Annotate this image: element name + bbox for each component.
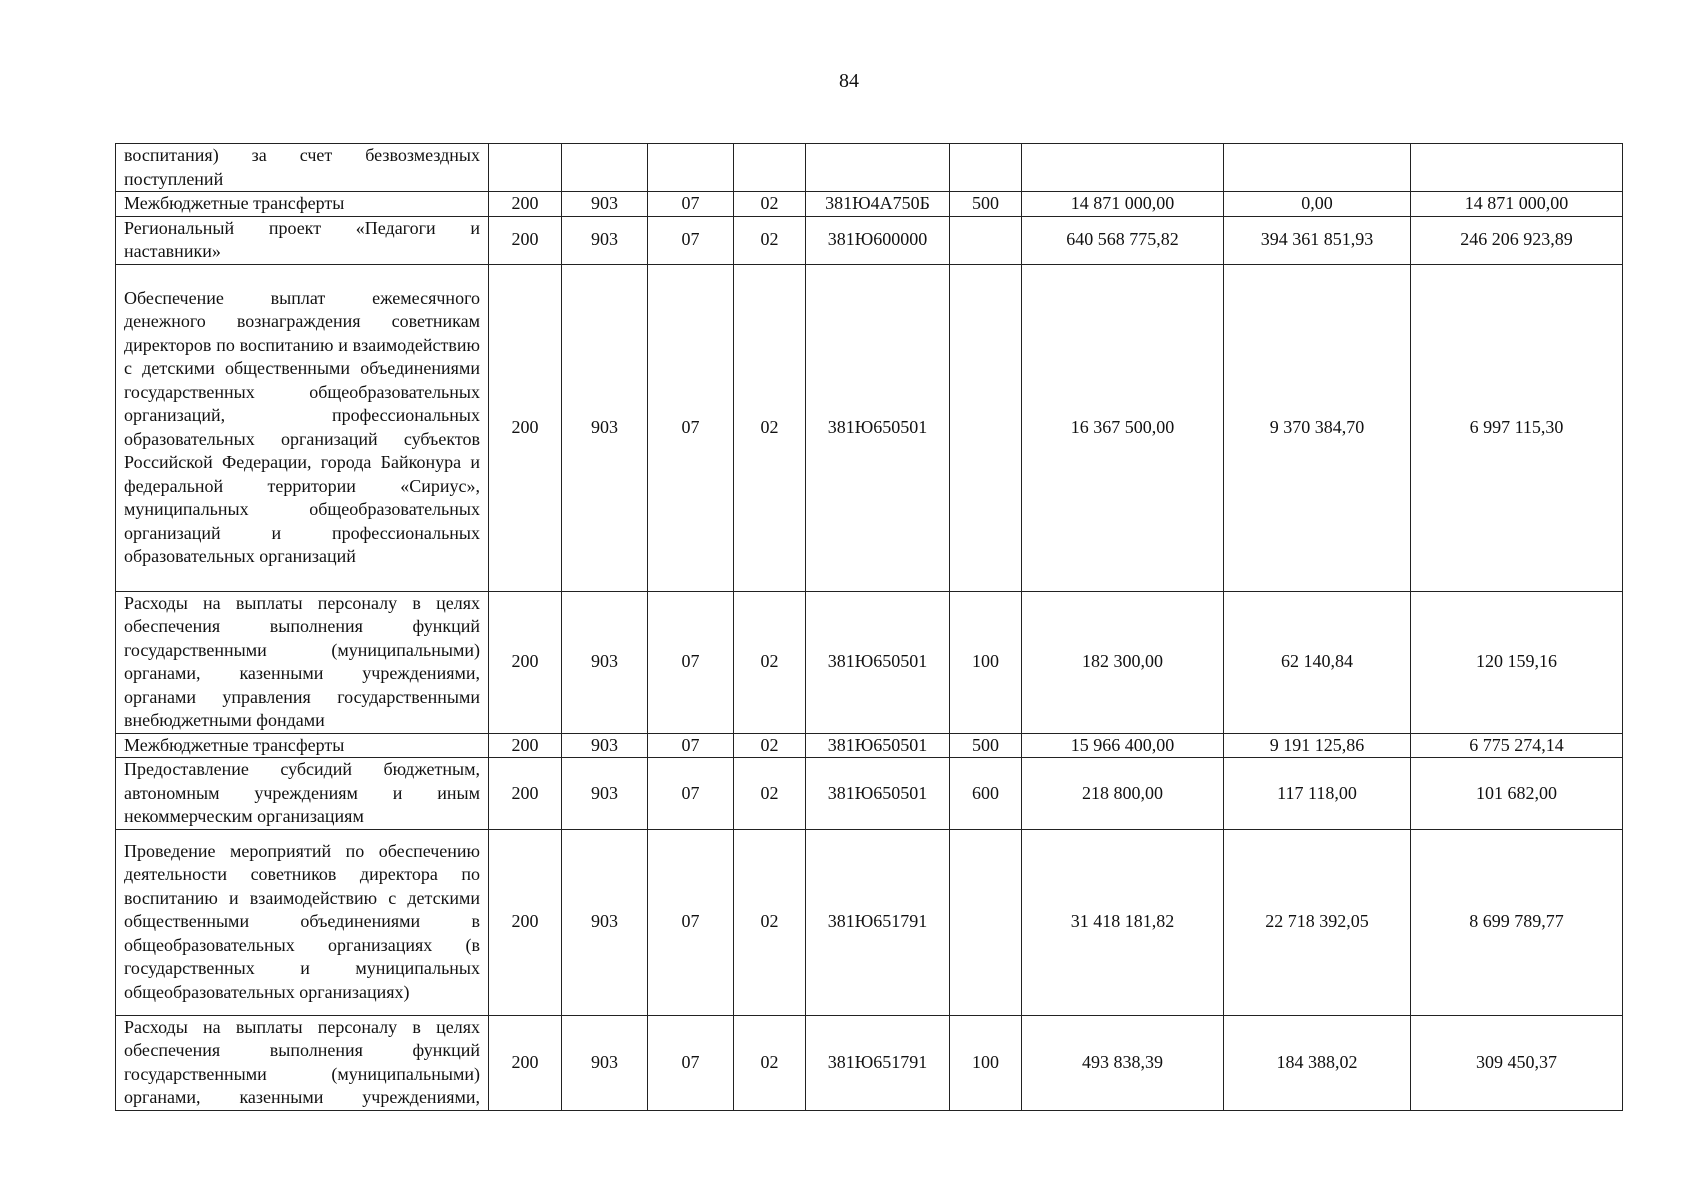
amount-cell	[1411, 144, 1623, 192]
expense-type-code	[950, 264, 1022, 591]
code-cell: 903	[562, 733, 648, 758]
target-article-code: 381Ю600000	[806, 216, 950, 264]
expense-type-code: 600	[950, 758, 1022, 830]
table-row	[116, 192, 1623, 217]
code-cell: 02	[734, 829, 806, 1015]
expense-name: Расходы на выплаты персоналу в целях обеспечения выполнения функций государственными (муниципальными) органами, казенными учреждениями,	[116, 1015, 489, 1110]
code-cell: 903	[562, 264, 648, 591]
target-article-code: 381Ю650501	[806, 758, 950, 830]
expense-name: Межбюджетные трансферты	[116, 192, 489, 217]
amount-cell: 101 682,00	[1411, 758, 1623, 830]
code-cell: 07	[648, 591, 734, 733]
code-cell: 903	[562, 829, 648, 1015]
table-row	[116, 829, 1623, 1015]
code-cell	[562, 144, 648, 192]
amount-cell: 640 568 775,82	[1022, 216, 1224, 264]
amount-cell: 8 699 789,77	[1411, 829, 1623, 1015]
code-cell: 07	[648, 733, 734, 758]
amount-cell: 246 206 923,89	[1411, 216, 1623, 264]
code-cell: 02	[734, 192, 806, 217]
amount-cell: 309 450,37	[1411, 1015, 1623, 1110]
code-cell: 200	[489, 264, 562, 591]
table-row	[116, 1015, 1623, 1110]
amount-cell: 120 159,16	[1411, 591, 1623, 733]
expense-name: воспитания) за счет безвозмездных поступлений	[116, 144, 489, 192]
target-article-code: 381Ю4А750Б	[806, 192, 950, 217]
table-row	[116, 264, 1623, 591]
amount-cell: 62 140,84	[1224, 591, 1411, 733]
code-cell	[734, 144, 806, 192]
amount-cell: 15 966 400,00	[1022, 733, 1224, 758]
table-row	[116, 216, 1623, 264]
code-cell: 07	[648, 192, 734, 217]
expense-type-code: 100	[950, 1015, 1022, 1110]
amount-cell: 9 370 384,70	[1224, 264, 1411, 591]
amount-cell: 22 718 392,05	[1224, 829, 1411, 1015]
page-number: 84	[839, 70, 859, 92]
code-cell: 200	[489, 591, 562, 733]
code-cell: 200	[489, 758, 562, 830]
amount-cell: 117 118,00	[1224, 758, 1411, 830]
expense-name: Проведение мероприятий по обеспечению деятельности советников директора по воспитанию и взаимодействию с детскими общественными объединениями в общеобразовательных организациях (в государственных и муниципальных общеобразовательных организациях)	[116, 829, 489, 1015]
expense-type-code	[950, 829, 1022, 1015]
target-article-code: 381Ю650501	[806, 591, 950, 733]
code-cell	[489, 144, 562, 192]
code-cell: 903	[562, 216, 648, 264]
code-cell: 200	[489, 192, 562, 217]
target-article-code: 381Ю650501	[806, 733, 950, 758]
expense-type-code: 500	[950, 733, 1022, 758]
amount-cell: 0,00	[1224, 192, 1411, 217]
amount-cell: 218 800,00	[1022, 758, 1224, 830]
target-article-code: 381Ю651791	[806, 1015, 950, 1110]
table-row	[116, 591, 1623, 733]
expense-type-code: 500	[950, 192, 1022, 217]
table-row	[116, 733, 1623, 758]
budget-table	[115, 143, 1623, 1111]
amount-cell: 6 775 274,14	[1411, 733, 1623, 758]
amount-cell: 16 367 500,00	[1022, 264, 1224, 591]
code-cell: 903	[562, 591, 648, 733]
amount-cell: 493 838,39	[1022, 1015, 1224, 1110]
amount-cell: 14 871 000,00	[1411, 192, 1623, 217]
amount-cell: 14 871 000,00	[1022, 192, 1224, 217]
code-cell: 903	[562, 192, 648, 217]
expense-name: Предоставление субсидий бюджетным, автономным учреждениям и иным некоммерческим организациям	[116, 758, 489, 830]
expense-name: Расходы на выплаты персоналу в целях обеспечения выполнения функций государственными (муниципальными) органами, казенными учреждениями, органами управления государственными внебюджетными фондами	[116, 591, 489, 733]
amount-cell: 184 388,02	[1224, 1015, 1411, 1110]
expense-type-code: 100	[950, 591, 1022, 733]
code-cell: 903	[562, 758, 648, 830]
amount-cell	[1022, 144, 1224, 192]
expense-name: Межбюджетные трансферты	[116, 733, 489, 758]
expense-name: Региональный проект «Педагоги и наставники»	[116, 216, 489, 264]
code-cell: 903	[562, 1015, 648, 1110]
code-cell: 200	[489, 216, 562, 264]
code-cell: 07	[648, 758, 734, 830]
code-cell: 02	[734, 264, 806, 591]
amount-cell: 394 361 851,93	[1224, 216, 1411, 264]
code-cell: 02	[734, 758, 806, 830]
amount-cell: 31 418 181,82	[1022, 829, 1224, 1015]
amount-cell: 9 191 125,86	[1224, 733, 1411, 758]
target-article-code	[806, 144, 950, 192]
expense-type-code	[950, 216, 1022, 264]
code-cell: 07	[648, 216, 734, 264]
amount-cell: 182 300,00	[1022, 591, 1224, 733]
target-article-code: 381Ю650501	[806, 264, 950, 591]
code-cell	[648, 144, 734, 192]
expense-type-code	[950, 144, 1022, 192]
code-cell: 02	[734, 1015, 806, 1110]
code-cell: 07	[648, 829, 734, 1015]
expense-name: Обеспечение выплат ежемесячного денежного вознаграждения советникам директоров по воспитанию и взаимодействию с детскими общественными объединениями государственных общеобразовательных организаций, профессиональных образовательных организаций субъектов Российской Федерации, города Байконура и федеральной территории «Сириус», муниципальных общеобразовательных организаций и профессиональных образовательных организаций	[116, 264, 489, 591]
table-row	[116, 758, 1623, 830]
code-cell: 02	[734, 216, 806, 264]
target-article-code: 381Ю651791	[806, 829, 950, 1015]
code-cell: 200	[489, 829, 562, 1015]
table-row	[116, 144, 1623, 192]
code-cell: 02	[734, 733, 806, 758]
amount-cell: 6 997 115,30	[1411, 264, 1623, 591]
code-cell: 07	[648, 1015, 734, 1110]
code-cell: 200	[489, 733, 562, 758]
code-cell: 02	[734, 591, 806, 733]
code-cell: 07	[648, 264, 734, 591]
code-cell: 200	[489, 1015, 562, 1110]
amount-cell	[1224, 144, 1411, 192]
